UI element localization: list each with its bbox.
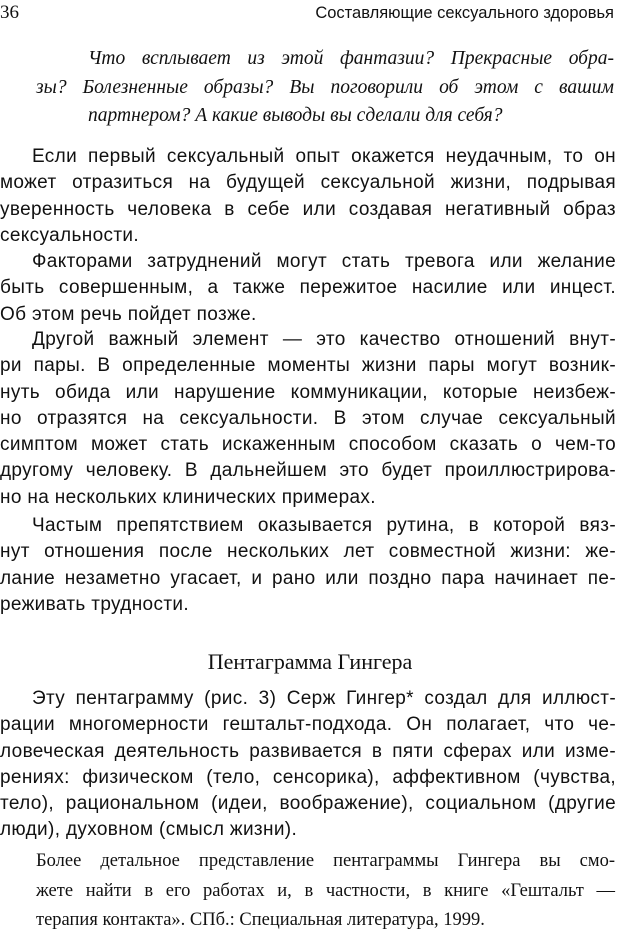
- text-line: зы? Болезненные образы? Вы поговорили об этом с вашим: [36, 76, 614, 98]
- text-line: ри пары. В определенные моменты жизни пары могут возник-: [0, 355, 616, 377]
- page-number: 36: [0, 2, 19, 23]
- text-line: реживать трудности.: [0, 593, 189, 615]
- paragraph-first-experience: [0, 144, 616, 249]
- paragraph-relationship-quality: [0, 327, 616, 511]
- text-line: сексуальности.: [0, 224, 139, 246]
- page-header: [0, 0, 620, 30]
- text-line: терапия контакта». СПб.: Специальная литература, 1999.: [36, 910, 485, 930]
- paragraph-difficulty-factors: [0, 249, 616, 328]
- text-line: люди), духовном (смысл жизни).: [0, 819, 298, 841]
- running-head: Составляющие сексуального здоровья: [315, 4, 614, 22]
- text-line: симптом может стать искаженным способом сказать о чем-то: [0, 434, 616, 456]
- text-line: Об этом речь пойдет позже.: [0, 303, 257, 325]
- text-line: партнером? А какие выводы вы сделали для себя?: [88, 105, 503, 126]
- text-line: нут отношения после нескольких лет совместной жизни: же-: [0, 541, 616, 563]
- text-line: может отразиться на будущей сексуальной жизни, подрывая: [0, 172, 616, 194]
- text-line: быть совершенным, а также пережитое насилие или инцест.: [0, 277, 616, 299]
- text-line: Факторами затруднений могут стать тревога или желание: [32, 251, 616, 272]
- text-line: Частым препятствием оказывается рутина, в которой вяз-: [32, 515, 616, 536]
- text-line: рации многомерности гештальт-подхода. Он полагает, что че-: [0, 714, 616, 736]
- text-line: лание незаметно угасает, и рано или поздно пара начинает пе-: [0, 567, 616, 589]
- text-line: тело), рациональном (идеи, воображение), социальном (другие: [0, 793, 616, 815]
- footnote: [36, 847, 615, 936]
- text-line: Другой важный элемент — это качество отношений внут-: [32, 329, 616, 350]
- text-line: Эту пентаграмму (рис. 3) Серж Гингер* создал для иллюст-: [32, 688, 616, 709]
- text-line: Более детальное представление пентаграммы Гингера вы смо-: [36, 851, 615, 871]
- text-line: но на нескольких клинических примерах.: [0, 486, 376, 508]
- text-line: другому человеку. В дальнейшем это будет проиллюстрирова-: [0, 460, 616, 482]
- text-line: ловеческая деятельность развивается в пяти сферах или изме-: [0, 740, 616, 762]
- paragraph-routine: [0, 513, 616, 618]
- text-line: уверенность человека в себе или создавая негативный образ: [0, 198, 616, 220]
- text-line: Если первый сексуальный опыт окажется неудачным, то он: [32, 146, 616, 167]
- paragraph-pentagram: [0, 686, 616, 844]
- text-line: нуть обида или нарушение коммуникации, которые неизбеж-: [0, 381, 616, 403]
- section-heading: Пентаграмма Гингера: [207, 649, 413, 674]
- text-line: Что всплывает из этой фантазии? Прекрасные обра-: [88, 48, 614, 69]
- text-line: но отразятся на сексуальности. В этом случае сексуальный: [0, 407, 616, 429]
- text-line: рениях: физическом (тело, сенсорика), аффективном (чувства,: [0, 766, 616, 788]
- text-line: жете найти в его работах и, в частности, в книге «Гештальт —: [36, 880, 615, 901]
- italic-exercise-block: [36, 45, 614, 131]
